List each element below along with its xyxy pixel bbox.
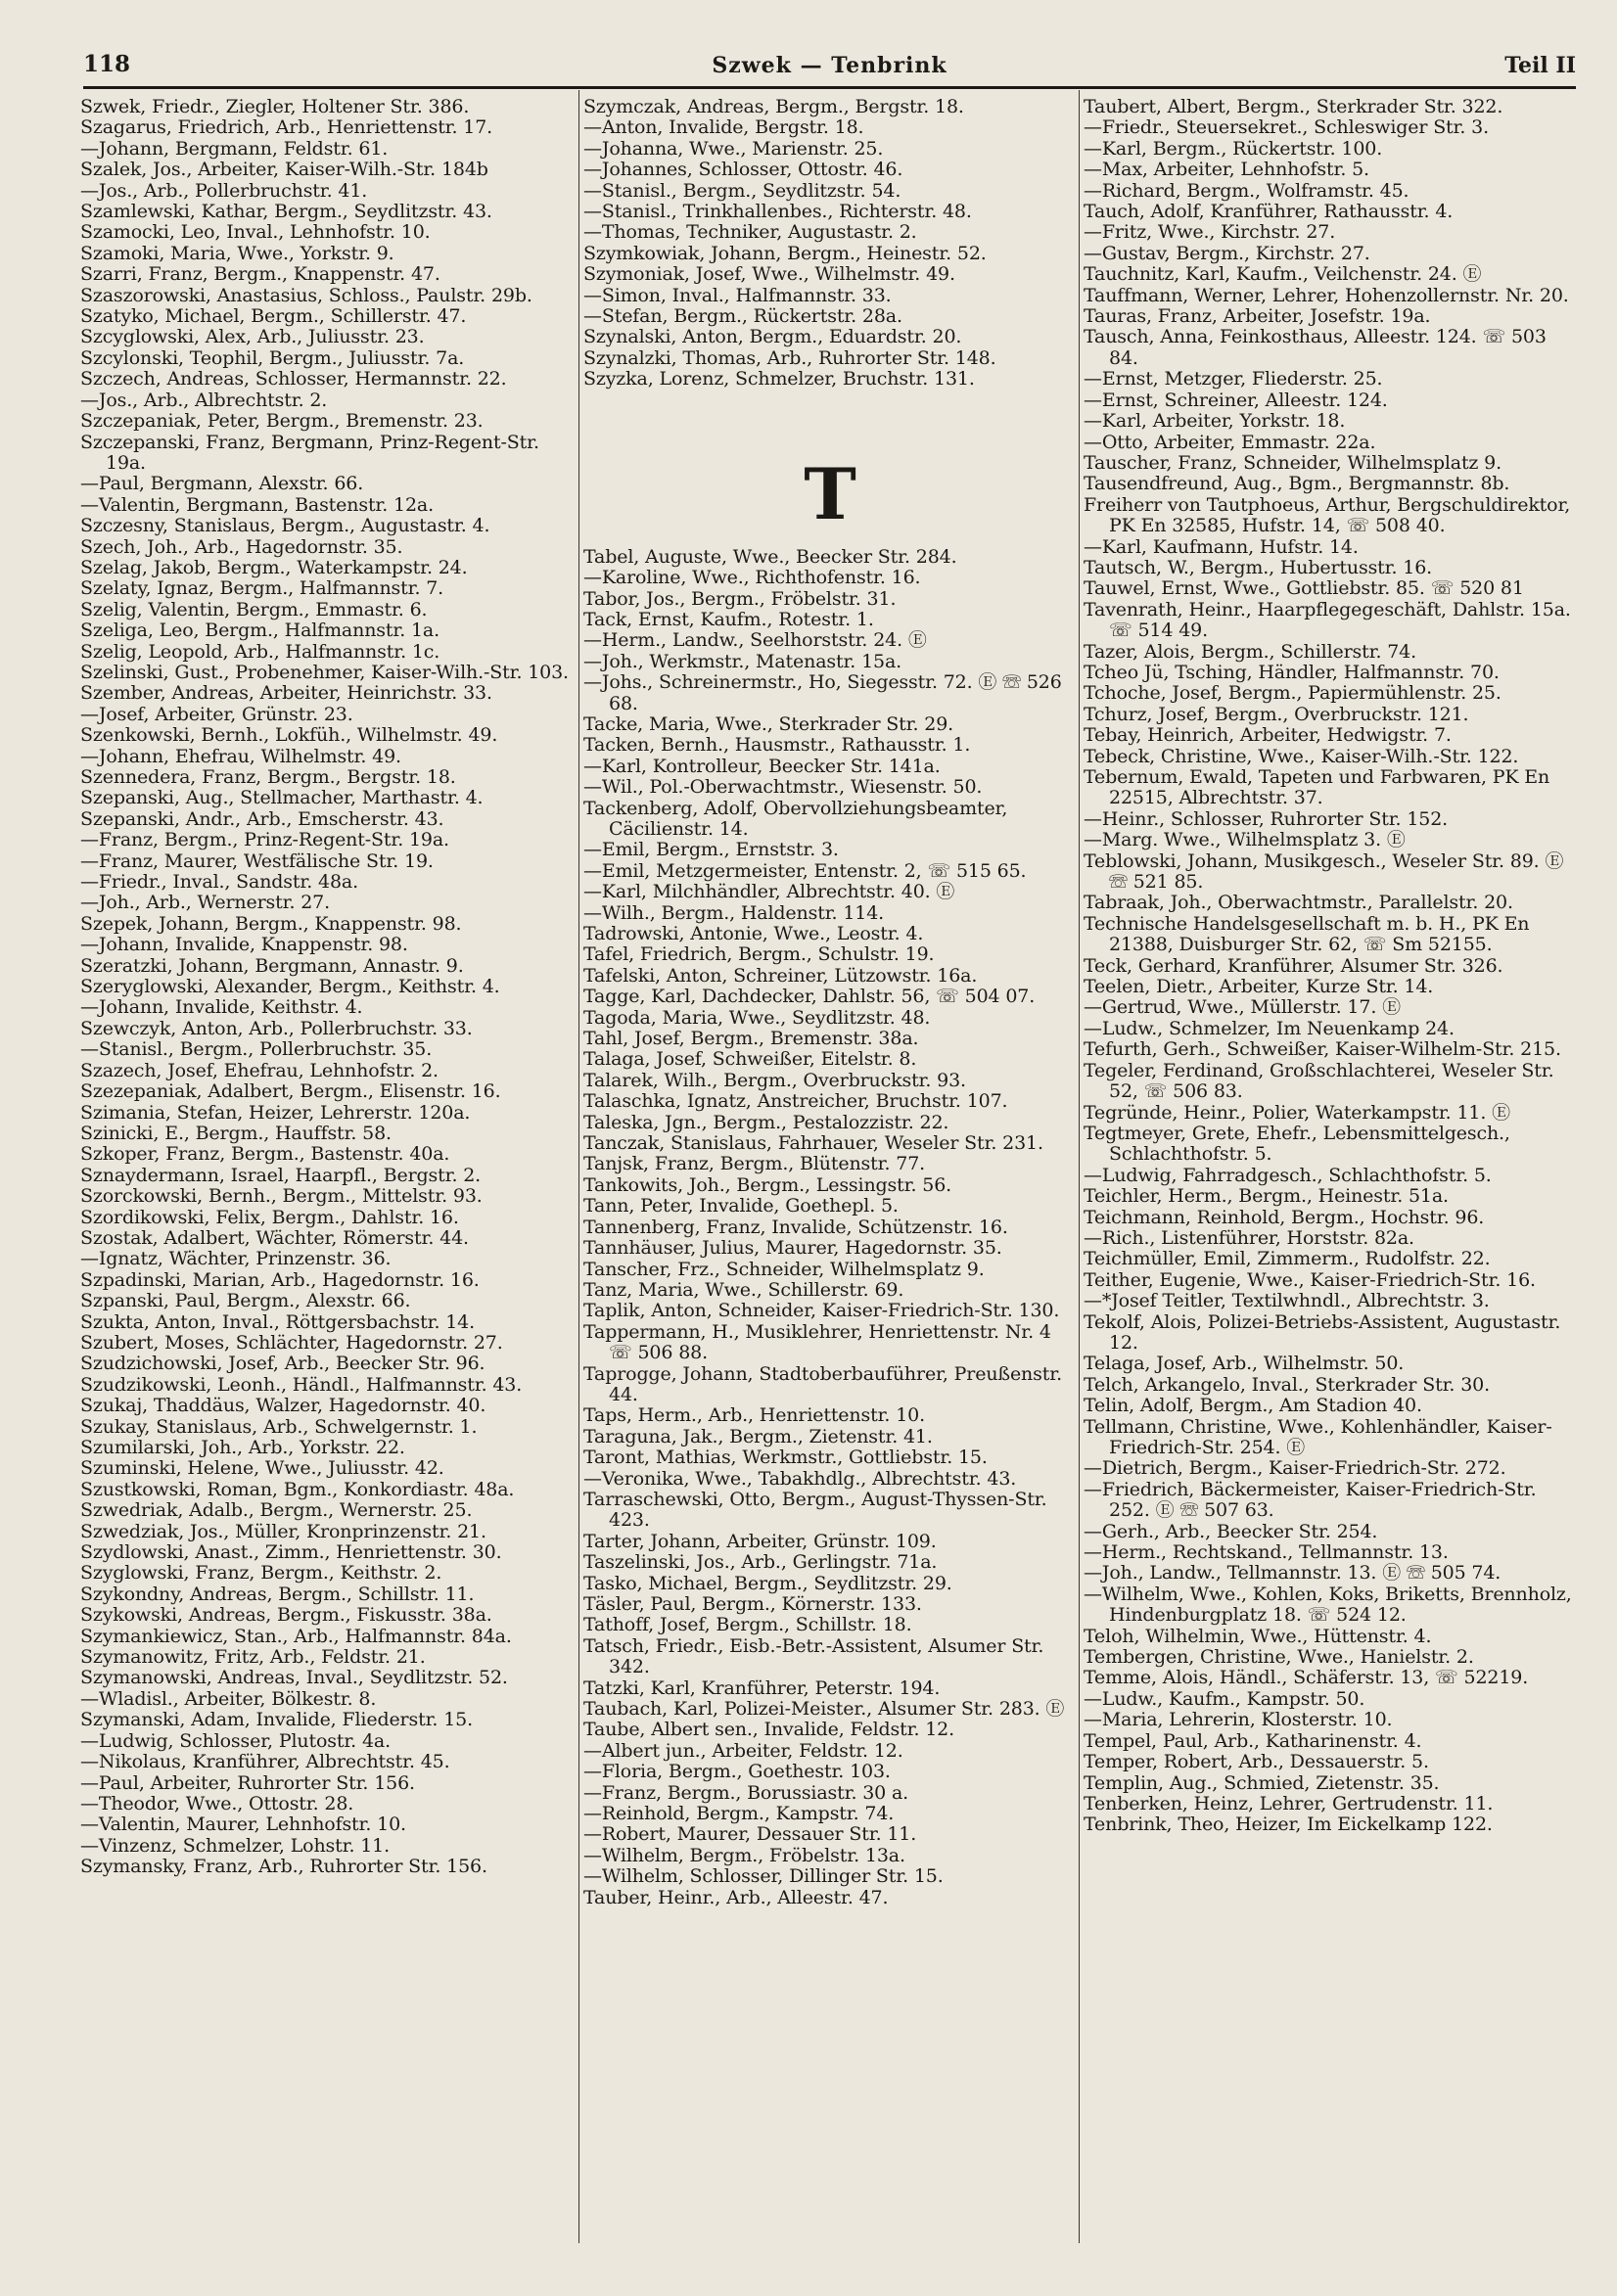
directory-entry: —Jos., Arb., Pollerbruchstr. 41. xyxy=(80,179,368,202)
page-number: 118 xyxy=(83,51,131,77)
directory-entry: Szelinski, Gust., Probenehmer, Kaiser-Wilh.-Str. 103. xyxy=(80,661,569,683)
directory-entry: —Reinhold, Bergm., Kampstr. 74. xyxy=(583,1803,895,1825)
directory-entry: Szymczak, Andreas, Bergm., Bergstr. 18. xyxy=(583,96,964,117)
directory-entry: Tanscher, Frz., Schneider, Wilhelmsplatz 9. xyxy=(583,1258,985,1280)
directory-entry: —Anton, Invalide, Bergstr. 18. xyxy=(583,116,864,139)
directory-entry: Tann, Peter, Invalide, Goethepl. 5. xyxy=(583,1195,899,1217)
directory-entry: Tatsch, Friedr., Eisb.-Betr.-Assistent, Alsumer Str. 342. xyxy=(583,1634,1044,1678)
directory-entry: —Johann, Invalide, Knappenstr. 98. xyxy=(80,934,408,956)
directory-entry: Szykondny, Andreas, Bergm., Schillstr. 11. xyxy=(80,1583,475,1605)
directory-entry: Tankowits, Joh., Bergm., Lessingstr. 56. xyxy=(583,1173,952,1196)
directory-entry: Szeryglowski, Alexander, Bergm., Keithstr. 4. xyxy=(80,976,500,998)
directory-entry: —Veronika, Wwe., Tabakhdlg., Albrechtstr. 43. xyxy=(583,1467,1017,1490)
directory-entry: Taprogge, Johann, Stadtoberbauführer, Preußenstr. 44. xyxy=(583,1362,1062,1405)
directory-entry: Szeratzki, Johann, Bergmann, Annastr. 9. xyxy=(80,954,464,977)
directory-entry: Tembergen, Christine, Wwe., Hanielstr. 2. xyxy=(1084,1646,1474,1669)
directory-entry: Tanczak, Stanislaus, Fahrhauer, Weseler Str. 231. xyxy=(583,1132,1043,1155)
directory-entry: —Ernst, Metzger, Fliederstr. 25. xyxy=(1084,368,1383,390)
directory-entry: Tappermann, H., Musiklehrer, Henriettenstr. Nr. 4 ☏ 506 88. xyxy=(583,1320,1051,1364)
directory-entry: —Stanisl., Bergm., Pollerbruchstr. 35. xyxy=(80,1038,433,1061)
column-2 xyxy=(583,97,1077,1908)
directory-entry: Tauras, Franz, Arbeiter, Josefstr. 19a. xyxy=(1084,305,1431,328)
directory-entry: —Franz, Maurer, Westfälische Str. 19. xyxy=(80,850,434,872)
directory-entry: Tanz, Maria, Wwe., Schillerstr. 69. xyxy=(583,1278,904,1301)
directory-entry: Szydlowski, Anast., Zimm., Henriettenstr. 30. xyxy=(80,1541,502,1564)
directory-entry: Szepek, Johann, Bergm., Knappenstr. 98. xyxy=(80,912,462,935)
directory-entry: Tanjsk, Franz, Bergm., Blütenstr. 77. xyxy=(583,1153,926,1175)
directory-entry: Szudzikowski, Leonh., Händl., Halfmannstr. 43. xyxy=(80,1373,523,1396)
directory-entry: Szezepaniak, Adalbert, Bergm., Elisenstr. 16. xyxy=(80,1080,501,1103)
directory-entry: —Johanna, Wwe., Marienstr. 25. xyxy=(583,137,884,160)
directory-entry: Szudzichowski, Josef, Arb., Beecker Str. 96. xyxy=(80,1353,485,1375)
directory-entry: Tack, Ernst, Kaufm., Rotestr. 1. xyxy=(583,608,874,630)
directory-entry: —Emil, Metzgermeister, Entenstr. 2, ☏ 515 65. xyxy=(583,859,1027,882)
part-label: Teil II xyxy=(1504,53,1576,78)
directory-entry: Szpadinski, Marian, Arb., Hagedornstr. 16. xyxy=(80,1268,480,1291)
directory-entry: —Ludwig, Fahrradgesch., Schlachthofstr. 5. xyxy=(1084,1164,1492,1186)
directory-entry: Szymanowski, Andreas, Inval., Seydlitzstr. 52. xyxy=(80,1667,508,1689)
directory-entry: Szubert, Moses, Schlächter, Hagedornstr. 27. xyxy=(80,1331,503,1354)
directory-entry: Szyglowski, Franz, Bergm., Keithstr. 2. xyxy=(80,1562,442,1584)
directory-entry: Tabor, Jos., Bergm., Fröbelstr. 31. xyxy=(583,587,897,610)
directory-entry: Szpanski, Paul, Bergm., Alexstr. 66. xyxy=(80,1290,411,1312)
directory-entry: —Ernst, Schreiner, Alleestr. 124. xyxy=(1084,389,1388,411)
directory-entry: —Karl, Kontrolleur, Beecker Str. 141a. xyxy=(583,755,941,777)
directory-entry: Tekolf, Alois, Polizei-Betriebs-Assistent, Augustastr. 12. xyxy=(1084,1310,1561,1354)
directory-entry: Taszelinski, Jos., Arb., Gerlingstr. 71a. xyxy=(583,1551,938,1574)
directory-entry: Szwek, Friedr., Ziegler, Holtener Str. 386. xyxy=(80,96,470,117)
directory-entry: Tefurth, Gerh., Schweißer, Kaiser-Wilhelm-Str. 215. xyxy=(1084,1038,1561,1061)
directory-entry: Szember, Andreas, Arbeiter, Heinrichstr. 33. xyxy=(80,682,492,705)
directory-entry: Tacken, Bernh., Hausmstr., Rathausstr. 1. xyxy=(583,734,971,757)
directory-entry: —Friedr., Steuersekret., Schleswiger Str. 3. xyxy=(1084,116,1489,139)
directory-entry: —Karl, Kaufmann, Hufstr. 14. xyxy=(1084,535,1359,558)
section-letter-heading: T xyxy=(804,451,856,535)
directory-entry: Freiherr von Tautphoeus, Arthur, Bergschuldirektor, PK En 32585, Hufstr. 14, ☏ 508 40. xyxy=(1084,493,1571,537)
directory-entry: —Marg. Wwe., Wilhelmsplatz 3. Ⓔ xyxy=(1084,829,1406,851)
directory-entry: Tegeler, Ferdinand, Großschlachterei, Weseler Str. 52, ☏ 506 83. xyxy=(1084,1059,1554,1103)
directory-entry: —Franz, Bergm., Borussiastr. 30 a. xyxy=(583,1781,909,1804)
directory-entry: Taubert, Albert, Bergm., Sterkrader Str. 322. xyxy=(1084,96,1503,117)
directory-entry: —Johann, Bergmann, Feldstr. 61. xyxy=(80,137,389,160)
directory-entry: Tempel, Paul, Arb., Katharinenstr. 4. xyxy=(1084,1729,1422,1752)
directory-entry: Szustkowski, Roman, Bgm., Konkordiastr. 48a. xyxy=(80,1478,515,1500)
directory-entry: —Dietrich, Bergm., Kaiser-Friedrich-Str. 272. xyxy=(1084,1457,1506,1480)
directory-entry: Szorckowski, Bernh., Bergm., Mittelstr. 93. xyxy=(80,1185,483,1208)
directory-entry: Temper, Robert, Arb., Dessauerstr. 5. xyxy=(1084,1751,1429,1773)
header-rule xyxy=(83,86,1576,89)
directory-entry: Tegründe, Heinr., Polier, Waterkampstr. 11. Ⓔ xyxy=(1084,1101,1510,1124)
directory-entry: Technische Handelsgesellschaft m. b. H., PK En 21388, Duisburger Str. 62, ☏ Sm 52155. xyxy=(1084,912,1530,956)
directory-entry: —Josef, Arbeiter, Grünstr. 23. xyxy=(80,703,353,725)
directory-entry: —Theodor, Wwe., Ottostr. 28. xyxy=(80,1792,354,1814)
directory-entry: —Stefan, Bergm., Rückertstr. 28a. xyxy=(583,305,902,328)
directory-entry: —Wilhelm, Bergm., Fröbelstr. 13a. xyxy=(583,1844,905,1866)
directory-entry: Szelag, Jakob, Bergm., Waterkampstr. 24. xyxy=(80,556,468,578)
directory-entry: Tacke, Maria, Wwe., Sterkrader Str. 29. xyxy=(583,712,954,735)
directory-entry: Taront, Mathias, Werkmstr., Gottliebstr. 15. xyxy=(583,1446,988,1469)
directory-entry: Tenberken, Heinz, Lehrer, Gertrudenstr. 11. xyxy=(1084,1792,1494,1814)
directory-entry: Szinicki, E., Bergm., Hauffstr. 58. xyxy=(80,1122,392,1144)
directory-entry: Tchurz, Josef, Bergm., Overbruckstr. 121. xyxy=(1084,703,1469,725)
directory-entry: Tauscher, Franz, Schneider, Wilhelmsplatz 9. xyxy=(1084,451,1502,474)
directory-entry: —Karoline, Wwe., Richthofenstr. 16. xyxy=(583,567,921,589)
directory-entry: —Paul, Bergmann, Alexstr. 66. xyxy=(80,473,364,495)
directory-entry: Täsler, Paul, Bergm., Körnerstr. 133. xyxy=(583,1593,922,1615)
directory-entry: Tafelski, Anton, Schreiner, Lützowstr. 16a. xyxy=(583,964,978,987)
directory-entry: Teichmüller, Emil, Zimmerm., Rudolfstr. 22. xyxy=(1084,1248,1491,1270)
directory-entry: —Maria, Lehrerin, Klosterstr. 10. xyxy=(1084,1709,1393,1731)
directory-entry: —Fritz, Wwe., Kirchstr. 27. xyxy=(1084,221,1336,244)
directory-entry: —Valentin, Maurer, Lehnhofstr. 10. xyxy=(80,1814,406,1836)
directory-entry: Szynalski, Anton, Bergm., Eduardstr. 20. xyxy=(583,326,962,348)
page-header xyxy=(83,47,1576,90)
directory-entry: —Thomas, Techniker, Augustastr. 2. xyxy=(583,221,917,244)
directory-entry: Szordikowski, Felix, Bergm., Dahlstr. 16. xyxy=(80,1206,459,1228)
directory-entry: Szatyko, Michael, Bergm., Schillerstr. 47. xyxy=(80,305,467,328)
directory-entry: Teither, Eugenie, Wwe., Kaiser-Friedrich-Str. 16. xyxy=(1084,1268,1536,1291)
directory-entry: —Wladisl., Arbeiter, Bölkestr. 8. xyxy=(80,1687,377,1710)
directory-entry: Szennedera, Franz, Bergm., Bergstr. 18. xyxy=(80,766,456,788)
directory-entry: Szeliga, Leo, Bergm., Halfmannstr. 1a. xyxy=(80,620,439,642)
directory-entry: Talaschka, Ignatz, Anstreicher, Bruchstr. 107. xyxy=(583,1090,1008,1113)
directory-entry: Telaga, Josef, Arb., Wilhelmstr. 50. xyxy=(1084,1353,1405,1375)
directory-entry: Tathoff, Josef, Bergm., Schillstr. 18. xyxy=(583,1614,912,1636)
directory-entry: Talarek, Wilh., Bergm., Overbruckstr. 93. xyxy=(583,1069,966,1091)
directory-entry: —Herm., Rechtskand., Tellmannstr. 13. xyxy=(1084,1541,1449,1564)
directory-entry: Teelen, Dietr., Arbeiter, Kurze Str. 14. xyxy=(1084,976,1434,998)
directory-entry: Telch, Arkangelo, Inval., Sterkrader Str. 30. xyxy=(1084,1373,1490,1396)
directory-entry: —Johann, Ehefrau, Wilhelmstr. 49. xyxy=(80,745,401,767)
directory-entry: —Ludw., Schmelzer, Im Neuenkamp 24. xyxy=(1084,1017,1455,1039)
directory-entry: Tautsch, W., Bergm., Hubertusstr. 16. xyxy=(1084,556,1433,578)
directory-entry: Tebeck, Christine, Wwe., Kaiser-Wilh.-Str. 122. xyxy=(1084,745,1519,767)
directory-entry: —Richard, Bergm., Wolframstr. 45. xyxy=(1084,179,1409,202)
directory-entry: Szostak, Adalbert, Wächter, Römerstr. 44. xyxy=(80,1226,469,1249)
directory-entry: Szaszorowski, Anastasius, Schloss., Paulstr. 29b. xyxy=(80,284,532,306)
directory-entry: Tannhäuser, Julius, Maurer, Hagedornstr. 35. xyxy=(583,1237,1002,1260)
directory-entry: Szczech, Andreas, Schlosser, Hermannstr. 22. xyxy=(80,368,507,390)
directory-entry: Teichmann, Reinhold, Bergm., Hochstr. 96. xyxy=(1084,1206,1485,1228)
directory-entry: —Ignatz, Wächter, Prinzenstr. 36. xyxy=(80,1248,392,1270)
directory-entry: Tafel, Friedrich, Bergm., Schulstr. 19. xyxy=(583,943,935,966)
directory-entry: Szwedziak, Jos., Müller, Kronprinzenstr. 21. xyxy=(80,1520,486,1542)
directory-entry: Szalek, Jos., Arbeiter, Kaiser-Wilh.-Str. 184b xyxy=(80,159,488,181)
directory-entry: —Wilh., Bergm., Haldenstr. 114. xyxy=(583,901,885,924)
directory-entry: Taraguna, Jak., Bergm., Zietenstr. 41. xyxy=(583,1425,933,1447)
directory-entry: —Wil., Pol.-Oberwachtmstr., Wiesenstr. 50. xyxy=(583,776,983,799)
directory-entry: Taleska, Jgn., Bergm., Pestalozzistr. 22. xyxy=(583,1111,949,1133)
directory-entry: Tauwel, Ernst, Wwe., Gottliebstr. 85. ☏ 520 81 xyxy=(1084,577,1524,600)
directory-entry: Tadrowski, Antonie, Wwe., Leostr. 4. xyxy=(583,923,924,944)
directory-entry: —Robert, Maurer, Dessauer Str. 11. xyxy=(583,1823,917,1846)
directory-entry: Szkoper, Franz, Bergm., Bastenstr. 40a. xyxy=(80,1143,450,1166)
directory-entry: —Vinzenz, Schmelzer, Lohstr. 11. xyxy=(80,1834,391,1857)
directory-entry: Teloh, Wilhelmin, Wwe., Hüttenstr. 4. xyxy=(1084,1625,1432,1647)
directory-entry: Szczepanski, Franz, Bergmann, Prinz-Regent-Str. 19a. xyxy=(80,431,539,474)
directory-entry: Szymansky, Franz, Arb., Ruhrorter Str. 156. xyxy=(80,1856,487,1878)
directory-entry: Tebay, Heinrich, Arbeiter, Hedwigstr. 7. xyxy=(1084,724,1452,747)
directory-entry: Szcylonski, Teophil, Bergm., Juliusstr. 7a. xyxy=(80,346,465,369)
directory-entry: Szcyglowski, Alex, Arb., Juliusstr. 23. xyxy=(80,326,425,348)
directory-entry: —Gustav, Bergm., Kirchstr. 27. xyxy=(1084,242,1370,264)
directory-entry: Tarter, Johann, Arbeiter, Grünstr. 109. xyxy=(583,1530,937,1552)
directory-entry: Tausch, Anna, Feinkosthaus, Alleestr. 124. ☏ 503 84. xyxy=(1084,326,1547,369)
column-1 xyxy=(80,97,574,1878)
directory-entry: Szyzka, Lorenz, Schmelzer, Bruchstr. 131. xyxy=(583,368,975,390)
directory-entry: Szepanski, Andr., Arb., Emscherstr. 43. xyxy=(80,807,444,830)
directory-entry: —Ludw., Kaufm., Kampstr. 50. xyxy=(1084,1687,1365,1710)
directory-entry: Szagarus, Friedrich, Arb., Henriettenstr. 17. xyxy=(80,116,493,139)
directory-entry: —Floria, Bergm., Goethestr. 103. xyxy=(583,1761,891,1783)
directory-entry: Szumilarski, Joh., Arb., Yorkstr. 22. xyxy=(80,1437,405,1458)
directory-entry: Taplik, Anton, Schneider, Kaiser-Friedrich-Str. 130. xyxy=(583,1300,1060,1322)
column-divider xyxy=(1079,90,1080,2243)
directory-entry: Tchoche, Josef, Bergm., Papiermühlenstr. 25. xyxy=(1084,682,1502,705)
directory-entry: Szamoki, Maria, Wwe., Yorkstr. 9. xyxy=(80,242,394,264)
directory-entry: —Joh., Landw., Tellmannstr. 13. Ⓔ ☏ 505 74. xyxy=(1084,1562,1502,1584)
directory-entry: —Valentin, Bergmann, Bastenstr. 12a. xyxy=(80,493,434,516)
directory-entry: —Albert jun., Arbeiter, Feldstr. 12. xyxy=(583,1739,903,1762)
directory-entry: Tegtmeyer, Grete, Ehefr., Lebensmittelgesch., Schlachthofstr. 5. xyxy=(1084,1122,1510,1166)
directory-entry: Tahl, Josef, Bergm., Bremenstr. 38a. xyxy=(583,1028,919,1050)
directory-entry: —Simon, Inval., Halfmannstr. 33. xyxy=(583,284,892,306)
directory-entry: Szwedriak, Adalb., Bergm., Wernerstr. 25. xyxy=(80,1499,473,1522)
directory-entry: Tauch, Adolf, Kranführer, Rathausstr. 4. xyxy=(1084,201,1454,223)
directory-entry: Telin, Adolf, Bergm., Am Stadion 40. xyxy=(1084,1395,1422,1417)
directory-entry: Szymanski, Adam, Invalide, Fliederstr. 15. xyxy=(80,1709,473,1731)
directory-entry: —Heinr., Schlosser, Ruhrorter Str. 152. xyxy=(1084,807,1449,830)
directory-entry: Taps, Herm., Arb., Henriettenstr. 10. xyxy=(583,1404,925,1427)
directory-entry: Teblowski, Johann, Musikgesch., Weseler Str. 89. Ⓔ ☏ 521 85. xyxy=(1084,850,1564,894)
directory-entry: Szamlewski, Kathar, Bergm., Seydlitzstr. 43. xyxy=(80,201,492,223)
directory-entry: Szykowski, Andreas, Bergm., Fiskusstr. 38a. xyxy=(80,1604,492,1627)
directory-entry: Tagoda, Maria, Wwe., Seydlitzstr. 48. xyxy=(583,1006,931,1029)
directory-entry: Teichler, Herm., Bergm., Heinestr. 51a. xyxy=(1084,1185,1449,1208)
directory-entry: Szuminski, Helene, Wwe., Juliusstr. 42. xyxy=(80,1457,444,1480)
directory-entry: —Stanisl., Trinkhallenbes., Richterstr. 48. xyxy=(583,201,972,223)
directory-entry: —Wilhelm, Schlosser, Dillinger Str. 15. xyxy=(583,1865,944,1888)
directory-entry: Szukta, Anton, Inval., Röttgersbachstr. 14. xyxy=(80,1310,476,1333)
directory-entry: Tavenrath, Heinr., Haarpflegegeschäft, Dahlstr. 15a. ☏ 514 49. xyxy=(1084,598,1571,642)
directory-entry: Szenkowski, Bernh., Lokfüh., Wilhelmstr. 49. xyxy=(80,724,498,747)
directory-entry: —Johannes, Schlosser, Ottostr. 46. xyxy=(583,159,903,181)
directory-entry: —Otto, Arbeiter, Emmastr. 22a. xyxy=(1084,431,1376,453)
directory-entry: Tagge, Karl, Dachdecker, Dahlstr. 56, ☏ 504 07. xyxy=(583,986,1036,1008)
directory-entry: Szarri, Franz, Bergm., Knappenstr. 47. xyxy=(80,263,440,286)
directory-entry: —Herm., Landw., Seelhorststr. 24. Ⓔ xyxy=(583,629,927,652)
directory-entry: Tauber, Heinr., Arb., Alleestr. 47. xyxy=(583,1886,889,1908)
directory-entry: Templin, Aug., Schmied, Zietenstr. 35. xyxy=(1084,1771,1440,1794)
column-divider xyxy=(578,90,579,2243)
directory-entry: Szelaty, Ignaz, Bergm., Halfmannstr. 7. xyxy=(80,577,444,600)
directory-entry: —Stanisl., Bergm., Seydlitzstr. 54. xyxy=(583,179,901,202)
directory-entry: Szazech, Josef, Ehefrau, Lehnhofstr. 2. xyxy=(80,1059,439,1081)
directory-entry: Tabel, Auguste, Wwe., Beecker Str. 284. xyxy=(583,545,957,568)
directory-entry: Szewczyk, Anton, Arb., Pollerbruchstr. 33. xyxy=(80,1017,473,1039)
directory-entry: Szepanski, Aug., Stellmacher, Marthastr. 4. xyxy=(80,787,484,809)
directory-entry: Tauchnitz, Karl, Kaufm., Veilchenstr. 24. Ⓔ xyxy=(1084,263,1482,286)
directory-entry: —Karl, Arbeiter, Yorkstr. 18. xyxy=(1084,410,1346,433)
directory-entry: —Johann, Invalide, Keithstr. 4. xyxy=(80,996,363,1019)
directory-entry: —Karl, Bergm., Rückertstr. 100. xyxy=(1084,137,1383,160)
directory-entry: Teck, Gerhard, Kranführer, Alsumer Str. 326. xyxy=(1084,954,1503,977)
directory-entry: Sznaydermann, Israel, Haarpfl., Bergstr. 2. xyxy=(80,1164,482,1186)
directory-entry: Szymkowiak, Johann, Bergm., Heinestr. 52. xyxy=(583,242,987,264)
page-range-title: Szwek — Tenbrink xyxy=(712,53,947,78)
directory-entry: —Paul, Arbeiter, Ruhrorter Str. 156. xyxy=(80,1771,415,1794)
directory-entry: —Emil, Bergm., Ernststr. 3. xyxy=(583,839,839,861)
directory-entry: —Karl, Milchhändler, Albrechtstr. 40. Ⓔ xyxy=(583,881,955,903)
directory-entry: Szech, Joh., Arb., Hagedornstr. 35. xyxy=(80,535,403,558)
directory-entry: Szimania, Stefan, Heizer, Lehrerstr. 120a. xyxy=(80,1101,471,1124)
directory-entry: Tannenberg, Franz, Invalide, Schützenstr. 16. xyxy=(583,1216,1008,1238)
directory-entry: Tazer, Alois, Bergm., Schillerstr. 74. xyxy=(1084,640,1417,663)
directory-entry: Szukaj, Thaddäus, Walzer, Hagedornstr. 40. xyxy=(80,1395,486,1417)
directory-entry: —*Josef Teitler, Textilwhndl., Albrechtstr. 3. xyxy=(1084,1290,1490,1312)
directory-entry: —Friedrich, Bäckermeister, Kaiser-Friedrich-Str. 252. Ⓔ ☏ 507 63. xyxy=(1084,1478,1537,1522)
directory-entry: Talaga, Josef, Schweißer, Eitelstr. 8. xyxy=(583,1048,917,1071)
directory-entry: Szynalzki, Thomas, Arb., Ruhrorter Str. 148. xyxy=(583,346,996,369)
directory-entry: —Joh., Werkmstr., Matenastr. 15a. xyxy=(583,650,902,672)
directory-entry: —Joh., Arb., Wernerstr. 27. xyxy=(80,892,330,914)
directory-entry: Tasko, Michael, Bergm., Seydlitzstr. 29. xyxy=(583,1572,952,1594)
directory-entry: Tauffmann, Werner, Lehrer, Hohenzollernstr. Nr. 20. xyxy=(1084,284,1569,306)
directory-entry: Tabraak, Joh., Oberwachtmstr., Parallelstr. 20. xyxy=(1084,892,1513,914)
directory-entry: Tenbrink, Theo, Heizer, Im Eickelkamp 122. xyxy=(1084,1814,1493,1836)
directory-entry: —Jos., Arb., Albrechtstr. 2. xyxy=(80,389,328,411)
directory-entry: Szymankiewicz, Stan., Arb., Halfmannstr. 84a. xyxy=(80,1625,512,1647)
directory-entry: Szczepaniak, Peter, Bergm., Bremenstr. 23. xyxy=(80,410,484,433)
directory-entry: Tarraschewski, Otto, Bergm., August-Thyssen-Str. 423. xyxy=(583,1488,1047,1532)
directory-entry: —Gerh., Arb., Beecker Str. 254. xyxy=(1084,1520,1378,1542)
directory-entry: Tcheo Jü, Tsching, Händler, Halfmannstr. 70. xyxy=(1084,661,1500,683)
directory-entry: —Gertrud, Wwe., Müllerstr. 17. Ⓔ xyxy=(1084,996,1401,1019)
directory-entry: Szymoniak, Josef, Wwe., Wilhelmstr. 49. xyxy=(583,263,955,286)
directory-entry: —Nikolaus, Kranführer, Albrechtstr. 45. xyxy=(80,1751,450,1773)
directory-entry: Szymanowitz, Fritz, Arb., Feldstr. 21. xyxy=(80,1646,426,1669)
directory-entry: Temme, Alois, Händl., Schäferstr. 13, ☏ 52219. xyxy=(1084,1667,1529,1689)
column-3 xyxy=(1084,97,1575,1836)
directory-entry: —Franz, Bergm., Prinz-Regent-Str. 19a. xyxy=(80,829,449,851)
directory-entry: Szamocki, Leo, Inval., Lehnhofstr. 10. xyxy=(80,221,431,244)
directory-entry: Taube, Albert sen., Invalide, Feldstr. 12. xyxy=(583,1719,955,1741)
directory-entry: Szukay, Stanislaus, Arb., Schwelgernstr. 1. xyxy=(80,1415,478,1438)
directory-entry: Szelig, Valentin, Bergm., Emmastr. 6. xyxy=(80,598,428,620)
directory-entry: —Friedr., Inval., Sandstr. 48a. xyxy=(80,871,358,894)
directory-entry: Tatzki, Karl, Kranführer, Peterstr. 194. xyxy=(583,1676,941,1699)
directory-entry: —Ludwig, Schlosser, Plutostr. 4a. xyxy=(80,1729,391,1752)
directory-entry: Tausendfreund, Aug., Bgm., Bergmannstr. 8b. xyxy=(1084,473,1510,495)
directory-entry: Szczesny, Stanislaus, Bergm., Augustastr. 4. xyxy=(80,515,490,537)
directory-entry: Taubach, Karl, Polizei-Meister., Alsumer Str. 283. Ⓔ xyxy=(583,1698,1065,1721)
directory-entry: —Max, Arbeiter, Lehnhofstr. 5. xyxy=(1084,159,1369,181)
directory-entry: —Johs., Schreinermstr., Ho, Siegesstr. 72. Ⓔ ☏ 526 68. xyxy=(583,671,1062,714)
directory-entry: Szelig, Leopold, Arb., Halfmannstr. 1c. xyxy=(80,640,440,663)
directory-entry: Tackenberg, Adolf, Obervollziehungsbeamter, Cäcilienstr. 14. xyxy=(583,797,1008,840)
directory-entry: —Rich., Listenführer, Horststr. 82a. xyxy=(1084,1226,1414,1249)
directory-entry: Tebernum, Ewald, Tapeten und Farbwaren, PK En 22515, Albrechtstr. 37. xyxy=(1084,766,1550,809)
directory-entry: —Wilhelm, Wwe., Kohlen, Koks, Briketts, Brennholz, Hindenburgplatz 18. ☏ 524 12. xyxy=(1084,1583,1572,1627)
directory-entry: Tellmann, Christine, Wwe., Kohlenhändler, Kaiser-Friedrich-Str. 254. Ⓔ xyxy=(1084,1415,1552,1458)
